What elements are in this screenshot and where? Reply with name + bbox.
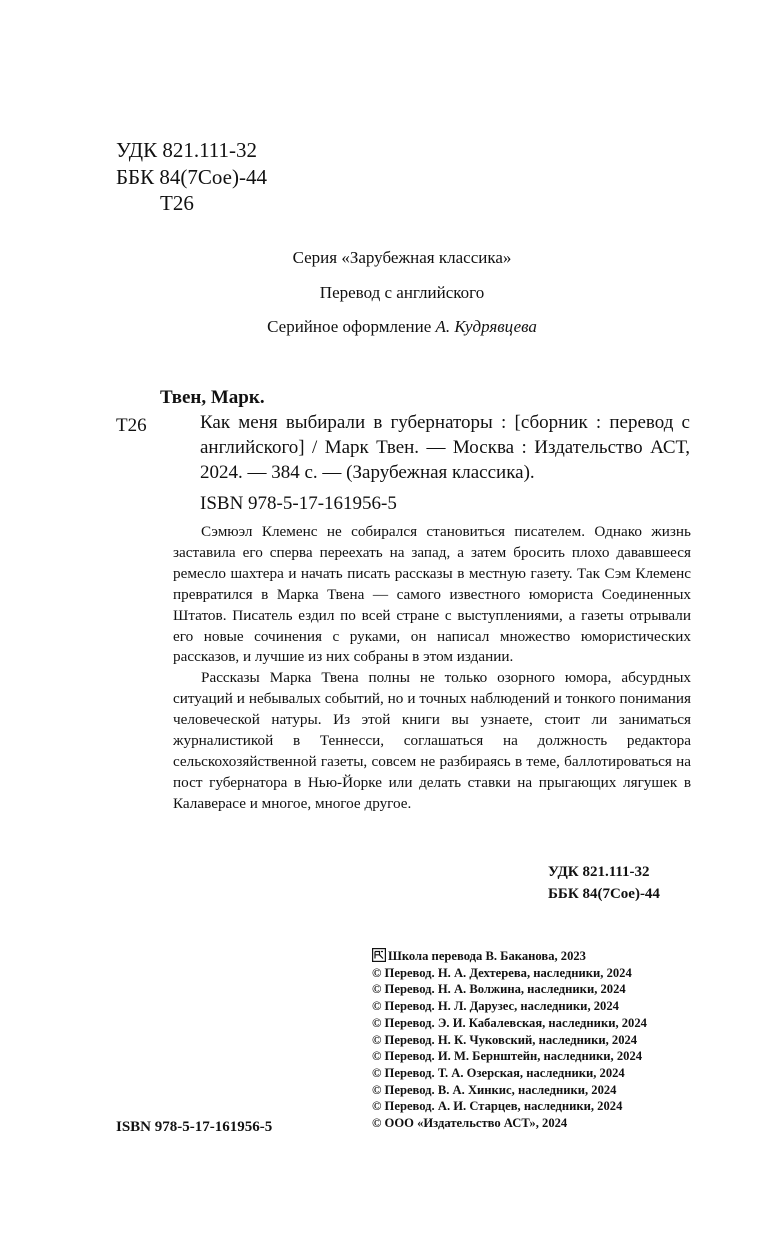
copyright-line <box>372 948 752 965</box>
design-label: Серийное оформление <box>267 317 436 336</box>
annotation <box>173 522 691 815</box>
copyright-line: © Перевод. Н. А. Дехтерева, наследники, 2024 <box>372 965 632 980</box>
copyright-line: © Перевод. И. М. Бернштейн, наследники, 2024 <box>372 1049 643 1064</box>
copyright-line: © Перевод. Н. К. Чуковский, наследники, 2024 <box>372 1032 638 1047</box>
copyright-line: © Перевод. Т. А. Озерская, наследники, 2024 <box>372 1065 625 1080</box>
copyright-line: © Перевод. Н. А. Волжина, наследники, 2024 <box>372 982 626 997</box>
isbn-line: ISBN 978-5-17-161956-5 <box>200 493 397 514</box>
isbn-bottom: ISBN 978-5-17-161956-5 <box>116 1119 273 1135</box>
author-mark-code: Т26 <box>116 415 147 436</box>
translation-line: Перевод с английского <box>319 283 485 302</box>
copyright-line: © ООО «Издательство АСТ», 2024 <box>372 1116 568 1131</box>
designer-name: А. Кудрявцева <box>435 317 537 336</box>
udk-code-bottom: УДК 821.111-32 <box>548 864 650 880</box>
copyright-line: © Перевод. В. А. Хинкис, наследники, 2024 <box>372 1082 617 1097</box>
series-line: Серия «Зарубежная классика» <box>292 248 512 267</box>
design-line <box>0 315 768 339</box>
bbk-code-bottom: ББК 84(7Сое)-44 <box>548 886 660 902</box>
copyright-line: © Перевод. Э. И. Кабалевская, наследники, 2024 <box>372 1015 647 1030</box>
copyright-block <box>372 948 752 1132</box>
school-logo-icon <box>372 948 386 962</box>
bbk-code-top: ББК 84(7Сое)-44 <box>116 165 267 189</box>
udk-code-top: УДК 821.111-32 <box>116 138 258 162</box>
annotation-paragraph: Рассказы Марка Твена полны не только озорного юмора, абсурдных ситуаций и небывалых событий, но и точных наблюдений и тонкого понимания человеческой натуры. Из этой книги вы узнаете, стоит ли заниматься журналистикой в Теннесси, соглашаться на должность редактора сельскохозяйственной газеты, совсем не разбираясь в теме, баллотироваться на пост губернатора в Нью-Йорке или делать ставки на прыгающих лягушек в Калаверасе и многое, многое другое. <box>173 669 691 812</box>
bibliographic-description: Как меня выбирали в губернаторы : [сборник : перевод с английского] / Марк Твен. — Москва : Издательство АСТ, 2024. — 384 с. — (Зарубежная классика). <box>200 412 690 483</box>
copyright-line: © Перевод. Н. Л. Дарузес, наследники, 2024 <box>372 999 619 1014</box>
copyright-line: © Перевод. А. И. Старцев, наследники, 2024 <box>372 1099 623 1114</box>
annotation-paragraph: Сэмюэл Клеменс не собирался становиться писателем. Однако жизнь заставила его сперва переехать на запад, а затем бросить плохо дававшееся ремесло шахтера и начать писать рассказы в местную газету. Так Сэм Клеменс превратился в Марка Твена — самого известного юмориста Соединенных Штатов. Писатель ездил по всей стране с выступлениями, а газеты отрывали его новые сочинения с руками, он написал множество юмористических рассказов, и лучшие из них собраны в этом издании. <box>173 523 691 666</box>
author-mark-top: Т26 <box>160 191 194 215</box>
copyright-text: Школа перевода В. Баканова, 2023 <box>388 949 586 963</box>
author-heading: Твен, Марк. <box>160 387 265 408</box>
